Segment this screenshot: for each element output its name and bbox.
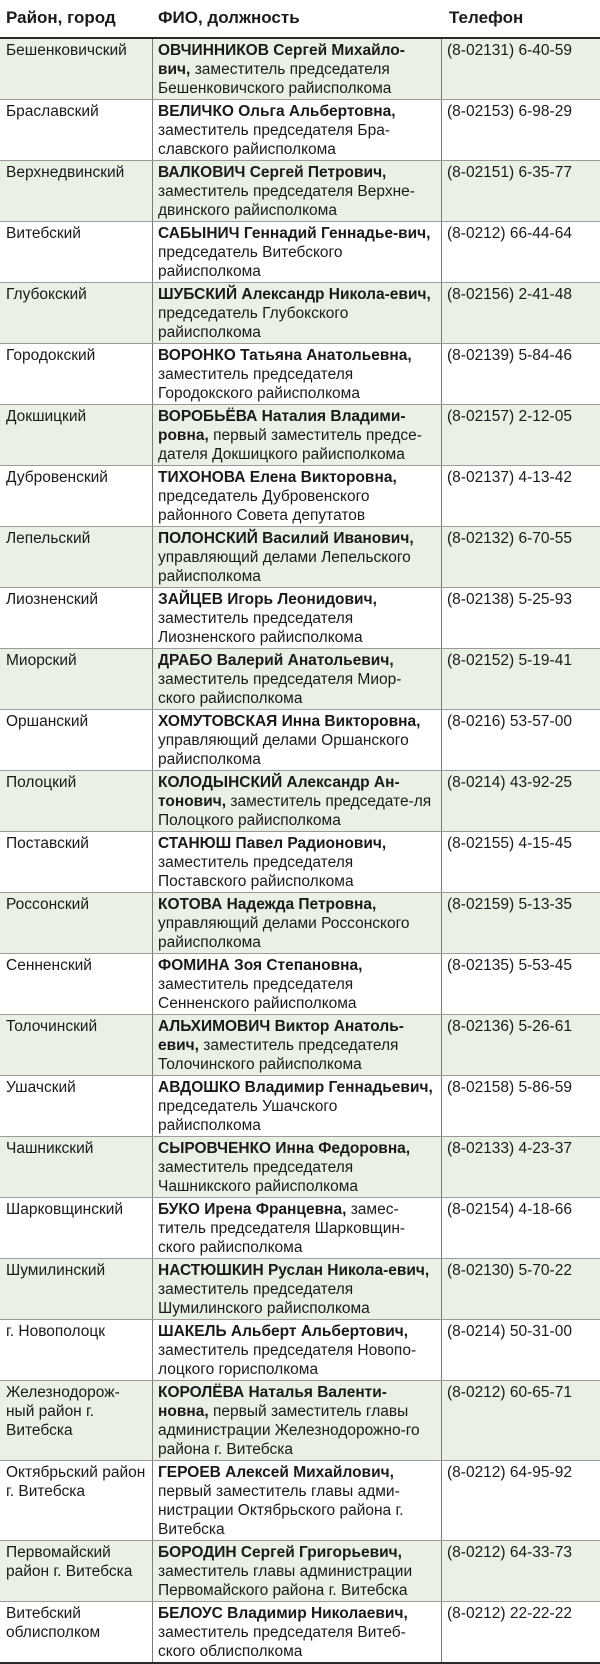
district-cell: Поставский: [6, 835, 89, 852]
phone-cell: (8-0212) 64-95-92: [447, 1464, 572, 1481]
phone-cell: (8-02157) 2-12-05: [447, 408, 572, 425]
district-cell: г. Новополоцк: [6, 1323, 106, 1340]
district-cell: Железнодорож-ный район г. Витебска: [6, 1384, 120, 1439]
person-position: заместитель председателя Поставского райисполкома: [158, 854, 354, 890]
person-cell: [152, 344, 442, 404]
person-position: заместитель председателя Чашникского райисполкома: [158, 1159, 359, 1195]
table-row: [0, 1014, 600, 1075]
district-cell: Глубокский: [6, 286, 87, 303]
person-name: ТИХОНОВА Елена Викторовна,: [158, 469, 397, 486]
person-name: БЕЛОУС Владимир Николаевич,: [158, 1605, 408, 1622]
person-position: председатель Глубокского райисполкома: [158, 305, 349, 341]
person-name: НАСТЮШКИН Руслан Никола-евич,: [158, 1262, 430, 1279]
table-row: [0, 1380, 600, 1460]
person-position: председатель Ушачского райисполкома: [158, 1098, 338, 1134]
phone-cell: (8-02151) 6-35-77: [447, 164, 572, 181]
person-position: заместитель председателя Толочинского райисполкома: [158, 1037, 399, 1073]
person-position: заместитель председателя Новопо-лоцкого горисполкома: [158, 1342, 417, 1378]
person-cell: [152, 832, 442, 892]
table-row: [0, 953, 600, 1014]
phone-cell: (8-02153) 6-98-29: [447, 103, 572, 120]
person-cell: [152, 1602, 442, 1662]
person-position: управляющий делами Россонского райисполкома: [158, 915, 410, 951]
person-position: первый заместитель предсе-дателя Докшицкого райисполкома: [158, 427, 422, 463]
district-cell: Шарковщинский: [6, 1201, 124, 1218]
district-cell: Витебский облисполком: [6, 1605, 101, 1641]
person-cell: [152, 649, 442, 709]
phone-cell: (8-02131) 6-40-59: [447, 42, 572, 59]
district-cell: Полоцкий: [6, 774, 77, 791]
person-position: заместитель председателя Сенненского райисполкома: [158, 976, 357, 1012]
table-row: [0, 831, 600, 892]
person-name: СЫРОВЧЕНКО Инна Федоровна,: [158, 1140, 411, 1157]
district-cell: Дубровенский: [6, 469, 108, 486]
table-row: [0, 465, 600, 526]
person-name: ВАЛКОВИЧ Сергей Петрович,: [158, 164, 387, 181]
person-name: КОРОЛЁВА Наталья Валенти-новна,: [158, 1384, 387, 1420]
table-row: [0, 587, 600, 648]
person-name: ОВЧИННИКОВ Сергей Михайло-вич,: [158, 42, 405, 78]
phone-cell: (8-0216) 53-57-00: [447, 713, 572, 730]
district-cell: Миорский: [6, 652, 77, 669]
district-cell: Докшицкий: [6, 408, 87, 425]
phone-cell: (8-02132) 6-70-55: [447, 530, 572, 547]
phone-cell: (8-02139) 5-84-46: [447, 347, 572, 364]
person-position: заместитель председателя Витеб-ского облисполкома: [158, 1624, 406, 1660]
person-cell: [152, 1076, 442, 1136]
person-name: КОТОВА Надежда Петровна,: [158, 896, 377, 913]
phone-cell: (8-02152) 5-19-41: [447, 652, 572, 669]
phone-cell: (8-0212) 64-33-73: [447, 1544, 572, 1561]
person-name: АЛЬХИМОВИЧ Виктор Анатоль-евич,: [158, 1018, 404, 1054]
person-cell: [152, 161, 442, 221]
person-name: БУКО Ирена Францевна,: [158, 1201, 347, 1218]
table-row: [0, 1460, 600, 1540]
person-name: СТАНЮШ Павел Радионович,: [158, 835, 387, 852]
district-cell: Сенненский: [6, 957, 92, 974]
person-name: КОЛОДЫНСКИЙ Александр Ан-тонович,: [158, 774, 400, 810]
person-cell: [152, 1461, 442, 1540]
person-cell: [152, 954, 442, 1014]
person-cell: [152, 893, 442, 953]
table-row: [0, 1075, 600, 1136]
person-name: ДРАБО Валерий Анатольевич,: [158, 652, 394, 669]
person-position: замес-титель председателя Шарковщин-ского райисполкома: [158, 1201, 406, 1256]
person-position: управляющий делами Лепельского райисполкома: [158, 549, 411, 585]
person-name: ВОРОБЬЁВА Наталия Владими-ровна,: [158, 408, 406, 444]
phone-cell: (8-0212) 66-44-64: [447, 225, 572, 242]
person-cell: [152, 1259, 442, 1319]
district-cell: Октябрьский район г. Витебска: [6, 1464, 146, 1500]
table-row: [0, 343, 600, 404]
person-name: САБЫНИЧ Геннадий Геннадье-вич,: [158, 225, 431, 242]
district-cell: Россонский: [6, 896, 89, 913]
phone-cell: (8-0212) 22-22-22: [447, 1605, 572, 1622]
phone-cell: (8-0214) 43-92-25: [447, 774, 572, 791]
person-cell: [152, 222, 442, 282]
person-position: заместитель председателя Бра-славского райисполкома: [158, 122, 391, 158]
district-cell: Лиозненский: [6, 591, 98, 608]
phone-cell: (8-02159) 5-13-35: [447, 896, 572, 913]
table-row: [0, 1319, 600, 1380]
table-row: [0, 526, 600, 587]
person-name: АВДОШКО Владимир Геннадьевич,: [158, 1079, 433, 1096]
district-cell: Браславский: [6, 103, 99, 120]
header-phone: Телефон: [449, 8, 524, 27]
person-position: заместитель председателя Лиозненского райисполкома: [158, 610, 363, 646]
person-position: заместитель председателя Бешенковичского райисполкома: [158, 61, 392, 97]
person-position: первый заместитель главы администрации Железнодорожно-го района г. Витебска: [158, 1403, 420, 1458]
phone-cell: (8-02138) 5-25-93: [447, 591, 572, 608]
phone-cell: (8-02133) 4-23-37: [447, 1140, 572, 1157]
phone-cell: (8-02155) 4-15-45: [447, 835, 572, 852]
table-row: [0, 282, 600, 343]
person-cell: [152, 771, 442, 831]
phone-cell: (8-02135) 5-53-45: [447, 957, 572, 974]
table-row: [0, 892, 600, 953]
phone-cell: (8-02154) 4-18-66: [447, 1201, 572, 1218]
district-cell: Оршанский: [6, 713, 89, 730]
district-cell: Витебский: [6, 225, 81, 242]
table-row: [0, 1258, 600, 1319]
person-cell: [152, 405, 442, 465]
person-name: ФОМИНА Зоя Степановна,: [158, 957, 363, 974]
person-position: заместитель главы администрации Первомайского района г. Витебска: [158, 1563, 413, 1599]
table-row: [0, 404, 600, 465]
contacts-table: [0, 37, 600, 1664]
person-position: председатель Витебского райисполкома: [158, 244, 343, 280]
table-row: [0, 1136, 600, 1197]
person-position: заместитель председателя Верхне-двинского райисполкома: [158, 183, 415, 219]
district-cell: Верхнедвинский: [6, 164, 125, 181]
person-position: заместитель председателя Шумилинского райисполкома: [158, 1281, 370, 1317]
person-cell: [152, 1015, 442, 1075]
district-cell: Первомайский район г. Витебска: [6, 1544, 133, 1580]
district-cell: Городокский: [6, 347, 96, 364]
person-name: ГЕРОЕВ Алексей Михайлович,: [158, 1464, 394, 1481]
table-row: [0, 648, 600, 709]
table-row: [0, 1601, 600, 1662]
person-name: ВЕЛИЧКО Ольга Альбертовна,: [158, 103, 396, 120]
district-cell: Чашникский: [6, 1140, 94, 1157]
district-cell: Шумилинский: [6, 1262, 106, 1279]
person-position: председатель Дубровенского районного Совета депутатов: [158, 488, 370, 524]
phone-cell: (8-02156) 2-41-48: [447, 286, 572, 303]
person-cell: [152, 527, 442, 587]
person-name: ХОМУТОВСКАЯ Инна Викторовна,: [158, 713, 421, 730]
phone-cell: (8-02137) 4-13-42: [447, 469, 572, 486]
person-name: ЗАЙЦЕВ Игорь Леонидович,: [158, 591, 377, 608]
person-position: заместитель председате-ля Полоцкого райисполкома: [158, 793, 432, 829]
table-row: [0, 770, 600, 831]
person-position: заместитель председателя Миор-ского райисполкома: [158, 671, 402, 707]
person-cell: [152, 1198, 442, 1258]
district-cell: Ушачский: [6, 1079, 76, 1096]
person-cell: [152, 1320, 442, 1380]
table-row: [0, 221, 600, 282]
table-header: [0, 0, 600, 37]
person-cell: [152, 1381, 442, 1460]
table-row: [0, 1197, 600, 1258]
table-row: [0, 160, 600, 221]
person-cell: [152, 710, 442, 770]
person-position: управляющий делами Оршанского райисполкома: [158, 732, 409, 768]
person-name: БОРОДИН Сергей Григорьевич,: [158, 1544, 402, 1561]
person-cell: [152, 283, 442, 343]
district-cell: Лепельский: [6, 530, 91, 547]
phone-cell: (8-02136) 5-26-61: [447, 1018, 572, 1035]
phone-cell: (8-02130) 5-70-22: [447, 1262, 572, 1279]
person-name: ШАКЕЛЬ Альберт Альбертович,: [158, 1323, 409, 1340]
person-cell: [152, 100, 442, 160]
district-cell: Толочинский: [6, 1018, 98, 1035]
table-row: [0, 1540, 600, 1601]
person-cell: [152, 1137, 442, 1197]
person-cell: [152, 466, 442, 526]
person-name: ШУБСКИЙ Александр Никола-евич,: [158, 286, 431, 303]
header-person: ФИО, должность: [158, 8, 300, 27]
header-district: Район, город: [6, 8, 116, 27]
person-position: первый заместитель главы адми-нистрации Октябрьского района г. Витебска: [158, 1483, 404, 1538]
person-cell: [152, 588, 442, 648]
person-position: заместитель председателя Городокского райисполкома: [158, 366, 360, 402]
table-row: [0, 99, 600, 160]
table-row: [0, 709, 600, 770]
person-cell: [152, 39, 442, 99]
phone-cell: (8-0214) 50-31-00: [447, 1323, 572, 1340]
person-name: ПОЛОНСКИЙ Василий Иванович,: [158, 530, 414, 547]
phone-cell: (8-0212) 60-65-71: [447, 1384, 572, 1401]
person-cell: [152, 1541, 442, 1601]
phone-cell: (8-02158) 5-86-59: [447, 1079, 572, 1096]
person-name: ВОРОНКО Татьяна Анатольевна,: [158, 347, 412, 364]
district-cell: Бешенковичский: [6, 42, 127, 59]
table-row: [0, 39, 600, 99]
